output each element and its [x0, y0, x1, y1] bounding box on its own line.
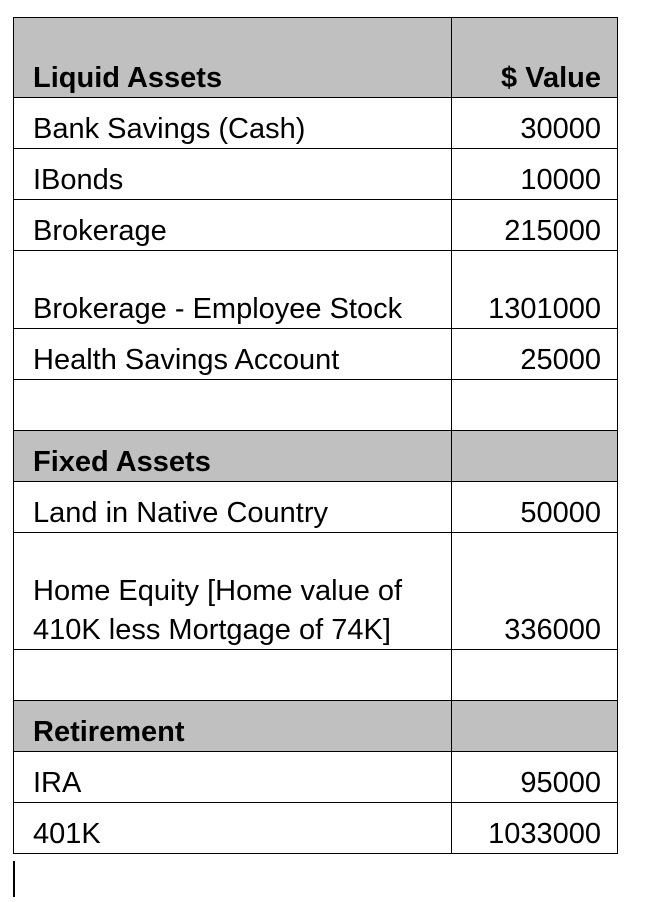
- liquid-assets-header[interactable]: Liquid Assets: [14, 18, 452, 98]
- table-row: [14, 149, 618, 200]
- table-row: [14, 200, 618, 251]
- table-row: [14, 251, 618, 329]
- table-row: [14, 803, 618, 854]
- row-value[interactable]: 25000: [452, 329, 618, 380]
- empty-cell[interactable]: [452, 431, 618, 482]
- retirement-header[interactable]: Retirement: [14, 701, 452, 752]
- table-row: [14, 752, 618, 803]
- header-row: [14, 18, 618, 98]
- row-value[interactable]: 30000: [452, 98, 618, 149]
- row-value[interactable]: 10000: [452, 149, 618, 200]
- row-label[interactable]: Home Equity [Home value of 410K less Mortgage of 74K]: [14, 533, 452, 650]
- row-label[interactable]: Bank Savings (Cash): [14, 98, 452, 149]
- row-value[interactable]: 215000: [452, 200, 618, 251]
- table-row: [14, 329, 618, 380]
- row-label[interactable]: Land in Native Country: [14, 482, 452, 533]
- value-header[interactable]: $ Value: [452, 18, 618, 98]
- empty-cell[interactable]: [452, 701, 618, 752]
- empty-cell[interactable]: [452, 650, 618, 701]
- row-value[interactable]: 1033000: [452, 803, 618, 854]
- row-label[interactable]: IBonds: [14, 149, 452, 200]
- empty-cell[interactable]: [14, 380, 452, 431]
- empty-row: [14, 650, 618, 701]
- row-value[interactable]: 1301000: [452, 251, 618, 329]
- row-label[interactable]: Brokerage - Employee Stock: [14, 251, 452, 329]
- row-value[interactable]: 95000: [452, 752, 618, 803]
- row-value[interactable]: 336000: [452, 533, 618, 650]
- table-row: [14, 482, 618, 533]
- fixed-assets-header[interactable]: Fixed Assets: [14, 431, 452, 482]
- row-label[interactable]: Health Savings Account: [14, 329, 452, 380]
- section-header-row: [14, 701, 618, 752]
- row-label[interactable]: 401K: [14, 803, 452, 854]
- text-cursor: [13, 861, 15, 897]
- row-value[interactable]: 50000: [452, 482, 618, 533]
- empty-cell[interactable]: [14, 650, 452, 701]
- table-row: [14, 533, 618, 650]
- empty-cell[interactable]: [452, 380, 618, 431]
- assets-table: [13, 17, 618, 854]
- table-row: [14, 98, 618, 149]
- row-label[interactable]: Brokerage: [14, 200, 452, 251]
- row-label[interactable]: IRA: [14, 752, 452, 803]
- empty-row: [14, 380, 618, 431]
- section-header-row: [14, 431, 618, 482]
